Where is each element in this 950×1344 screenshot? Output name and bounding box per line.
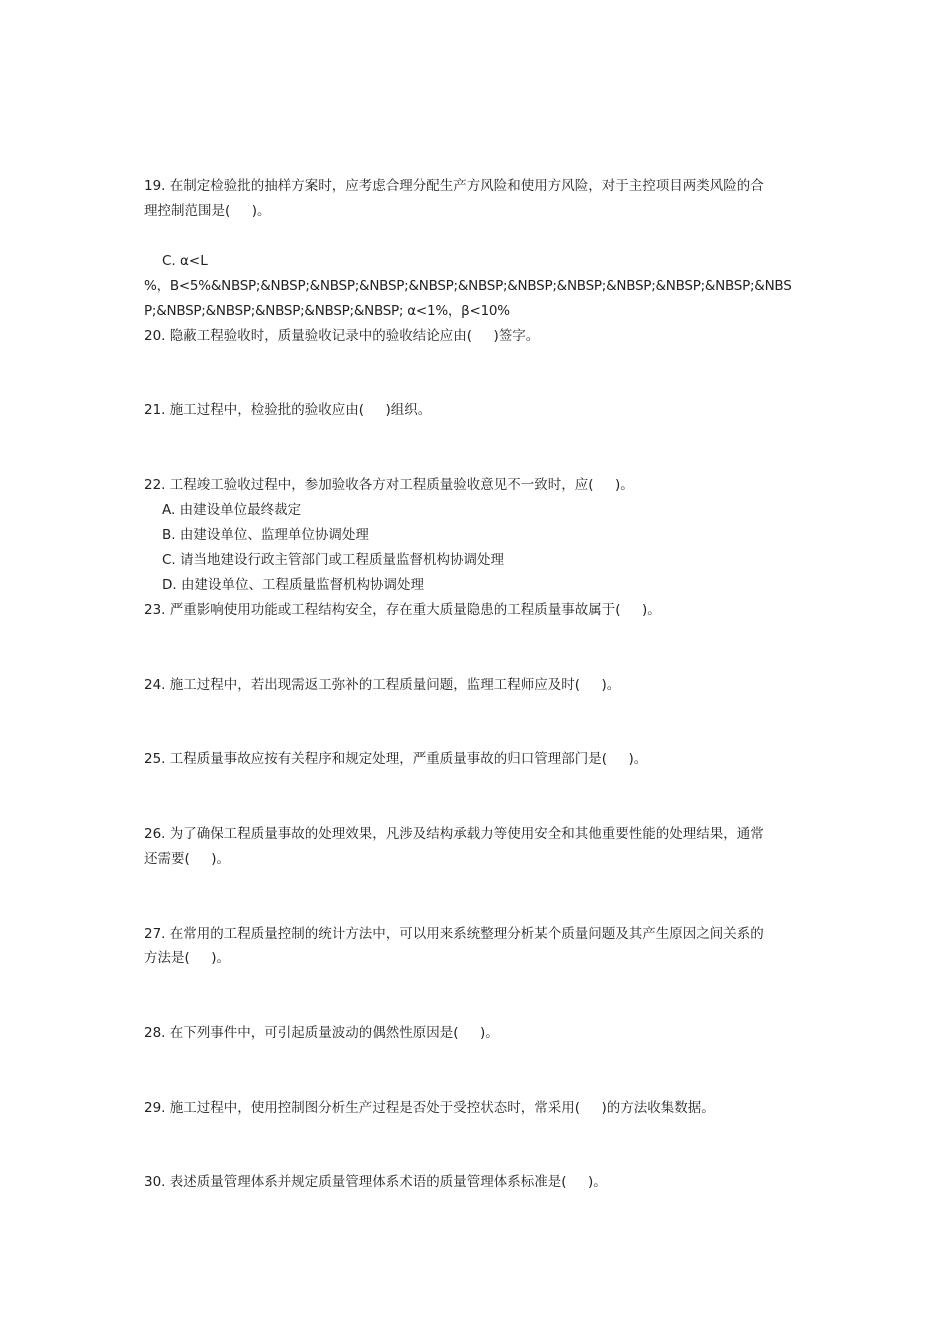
option-line bbox=[162, 224, 809, 249]
option-c: C. α<L bbox=[162, 253, 208, 269]
question-26: 26. 为了确保工程质量事故的处理效果，凡涉及结构承载力等使用安全和其他重要性能的处理结果，通常 bbox=[144, 826, 764, 842]
option-line bbox=[162, 1146, 809, 1171]
question-19-continued: 理控制范围是( )。 bbox=[144, 203, 271, 219]
option-line bbox=[162, 697, 809, 722]
option-c: C. 请当地建设行政主管部门或工程质量监督机构协调处理 bbox=[162, 552, 505, 568]
option-line bbox=[162, 897, 809, 922]
option-line bbox=[162, 623, 809, 648]
question-29: 29. 施工过程中，使用控制图分析生产过程是否处于受控状态时，常采用( )的方法收集数据。 bbox=[144, 1100, 715, 1116]
option-line bbox=[162, 423, 809, 448]
option-line bbox=[144, 374, 809, 399]
option-a: A. 由建设单位最终裁定 bbox=[162, 502, 302, 518]
question-19: 19. 在制定检验批的抽样方案时，应考虑合理分配生产方风险和使用方风险，对于主控项目两类风险的合 bbox=[144, 178, 764, 194]
option-line bbox=[162, 722, 809, 747]
question-22: 22. 工程竣工验收过程中，参加验收各方对工程质量验收意见不一致时，应( )。 bbox=[144, 477, 634, 493]
option-line bbox=[162, 648, 809, 673]
question-21: 21. 施工过程中，检验批的验收应由( )组织。 bbox=[144, 402, 432, 418]
option-line bbox=[162, 1121, 809, 1146]
question-24: 24. 施工过程中，若出现需返工弥补的工程质量问题，监理工程师应及时( )。 bbox=[144, 677, 621, 693]
question-25: 25. 工程质量事故应按有关程序和规定处理，严重质量事故的归口管理部门是( )。 bbox=[144, 751, 648, 767]
option-c-continued: %，Β<5%&NBSP;&NBSP;&NBSP;&NBSP;&NBSP;&NBSP;&NBSP;&NBSP;&NBSP;&NBSP;&NBSP;&NBS bbox=[144, 278, 792, 294]
option-line bbox=[162, 448, 809, 473]
question-30: 30. 表述质量管理体系并规定质量管理体系术语的质量管理体系标准是( )。 bbox=[144, 1174, 607, 1190]
option-c-continued: P;&NBSP;&NBSP;&NBSP;&NBSP;&NBSP; α<1%，β<10% bbox=[144, 303, 510, 319]
option-line bbox=[162, 1195, 809, 1220]
option-d: D. 由建设单位、工程质量监督机构协调处理 bbox=[162, 577, 424, 593]
option-line bbox=[162, 149, 809, 174]
option-b: B. 由建设单位、监理单位协调处理 bbox=[162, 527, 369, 543]
question-26-continued: 还需要( )。 bbox=[144, 851, 230, 867]
question-28: 28. 在下列事件中，可引起质量波动的偶然性原因是( )。 bbox=[144, 1025, 499, 1041]
option-line bbox=[162, 772, 809, 797]
option-line bbox=[162, 872, 809, 897]
option-line bbox=[162, 1071, 809, 1096]
option-line bbox=[162, 349, 809, 374]
question-23: 23. 严重影响使用功能或工程结构安全，存在重大质量隐患的工程质量事故属于( )。 bbox=[144, 602, 661, 618]
question-20: 20. 隐蔽工程验收时，质量验收记录中的验收结论应由( )签字。 bbox=[144, 328, 540, 344]
question-27: 27. 在常用的工程质量控制的统计方法中，可以用来系统整理分析某个质量问题及其产生原因之间关系的 bbox=[144, 926, 764, 942]
option-line bbox=[162, 124, 809, 149]
option-line bbox=[162, 797, 809, 822]
option-line bbox=[162, 1046, 809, 1071]
option-line bbox=[162, 996, 809, 1021]
option-line bbox=[162, 971, 809, 996]
question-27-continued: 方法是( )。 bbox=[144, 950, 230, 966]
